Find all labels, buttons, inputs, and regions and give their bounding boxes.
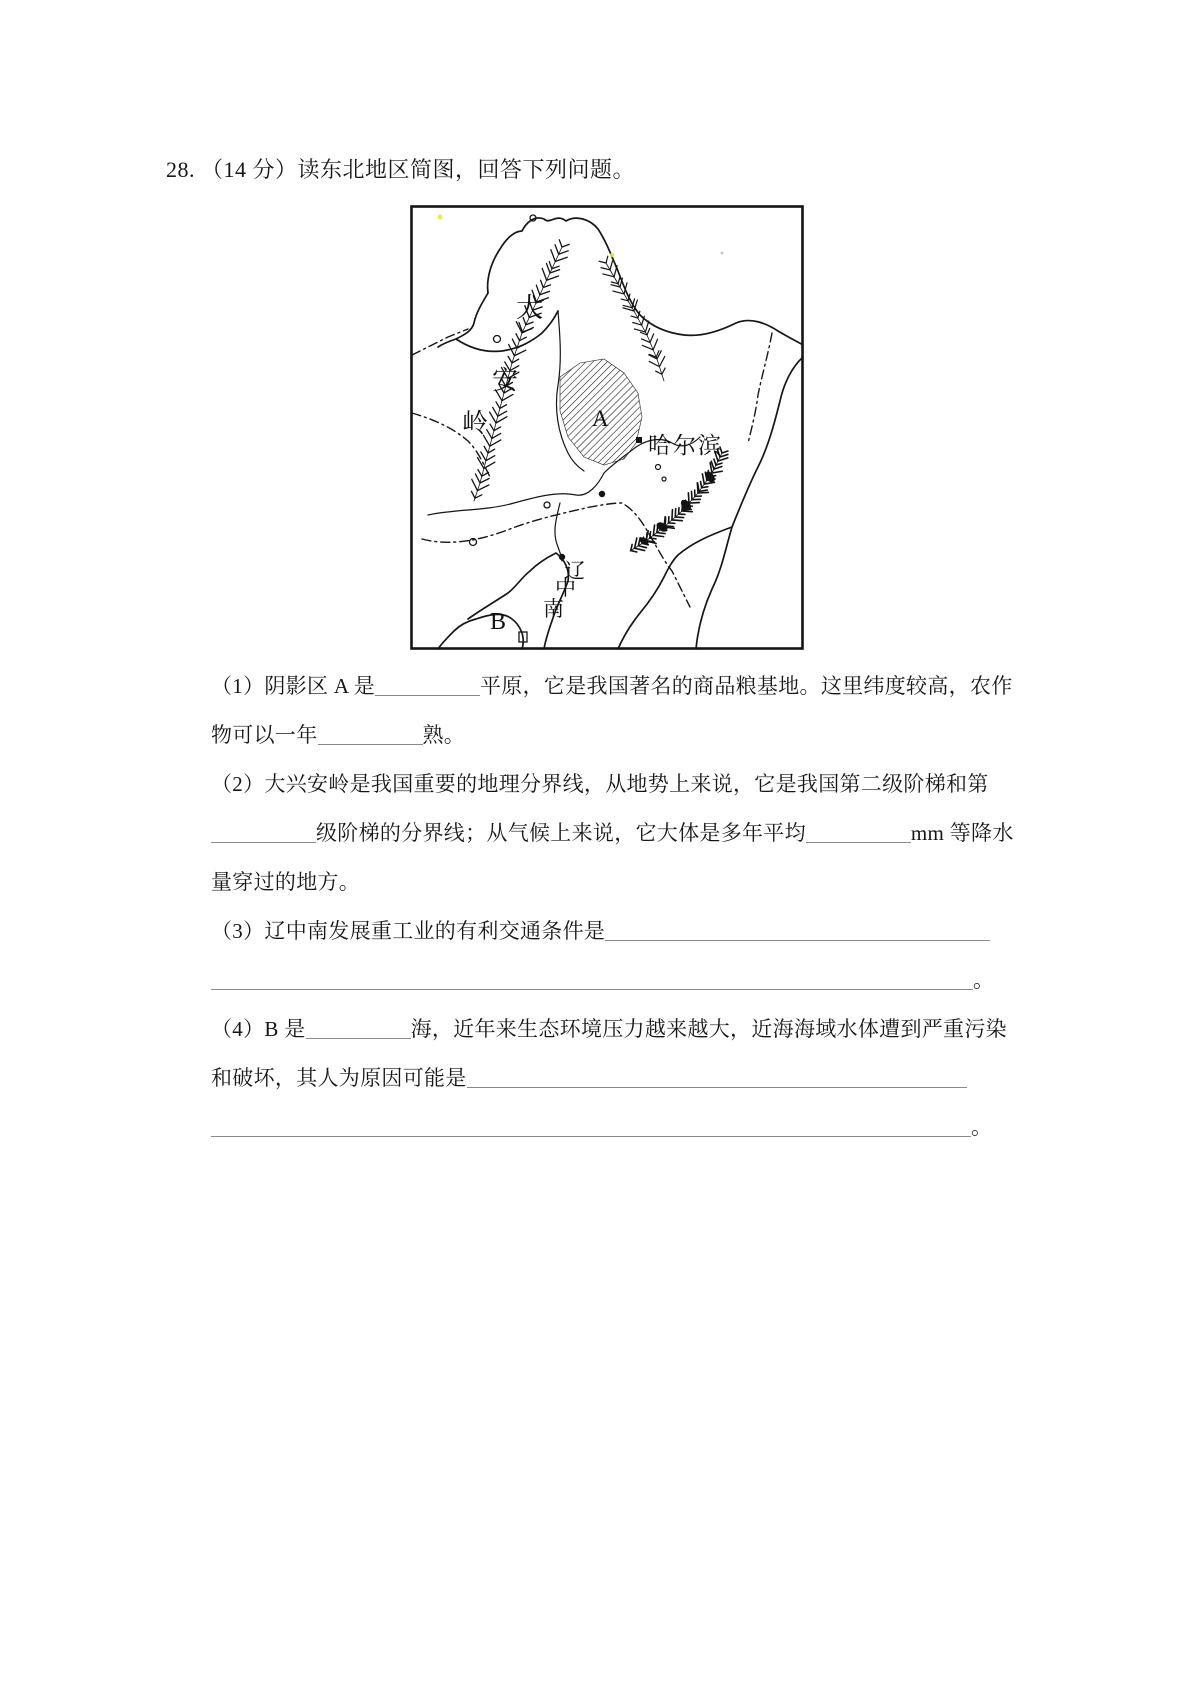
harbin-label: 哈尔滨 (648, 433, 723, 458)
daxinganling-char-ling: 岭 (462, 409, 489, 438)
q2-line3 (211, 858, 1011, 907)
city-dot-filled (599, 491, 605, 497)
question-text: 海，近年来生态环境压力越来越大，近海海域水体遭到严重污染 (410, 1017, 1007, 1041)
q4-line3 (211, 1103, 1011, 1152)
liaozhongnan-char-liao: 辽 (564, 559, 585, 583)
q2-line1 (211, 760, 1011, 809)
question-text: （2）大兴安岭是我国重要的地理分界线，从地势上来说，它是我国第二级阶梯和第 (211, 772, 989, 796)
liaozhongnan-char-zhong: 中 (555, 576, 576, 600)
q1-line2 (211, 711, 1011, 760)
answer-blank (318, 725, 423, 745)
harbin-marker (636, 437, 642, 443)
q4-line2 (211, 1054, 1011, 1103)
q3-line1 (211, 907, 1011, 956)
city-dot-open (656, 465, 661, 470)
question-text: 。 (971, 1115, 993, 1139)
question-text: 级阶梯的分界线；从气候上来说，它大体是多年平均 (316, 821, 806, 845)
map-figure (410, 205, 804, 650)
question-text: 熟。 (422, 723, 466, 747)
region-a-label: A (592, 406, 609, 431)
answer-blank (605, 921, 990, 941)
question-text: （3）辽中南发展重工业的有利交通条件是 (211, 919, 606, 943)
answer-blank (806, 823, 911, 843)
answer-blank (375, 676, 480, 696)
map-labels (462, 293, 723, 635)
answer-blank (211, 1117, 971, 1137)
q3-line2 (211, 956, 1011, 1005)
answer-blank (306, 1019, 411, 1039)
city-dot-open (494, 336, 501, 343)
changbai-ridge (630, 447, 728, 552)
answer-blank (467, 1068, 967, 1088)
question-text: （1）阴影区 A 是 (211, 674, 376, 698)
question-lines (211, 662, 1014, 1152)
daxinganling-ridge (471, 240, 569, 501)
city-dot-open (662, 477, 666, 481)
q1-line1 (211, 662, 1011, 711)
answer-blank (211, 823, 316, 843)
question-text: 量穿过的地方。 (211, 870, 361, 894)
question-header: 28. （14 分）读东北地区简图，回答下列问题。 (166, 157, 636, 182)
question-text: 和破坏，其人为原因可能是 (211, 1066, 467, 1090)
answer-blank (211, 970, 973, 990)
region-b-label: B (490, 609, 507, 635)
question-text: mm 等降水 (910, 821, 1014, 845)
question-text: 。 (973, 968, 995, 992)
daxinganling-char-an: 安 (492, 366, 519, 395)
question-text: 物可以一年 (211, 723, 318, 747)
question-text: （4）B 是 (211, 1017, 306, 1041)
northeast-china-map (410, 205, 804, 650)
question-text: 平原，它是我国著名的商品粮基地。这里纬度较高，农作 (480, 674, 1013, 698)
liaozhongnan-char-nan: 南 (543, 597, 564, 621)
q2-line2 (211, 809, 1014, 858)
q4-line1 (211, 1005, 1011, 1054)
daxinganling-char-da: 大 (516, 293, 543, 323)
city-dot-open (544, 502, 550, 508)
scan-specks (438, 215, 724, 258)
